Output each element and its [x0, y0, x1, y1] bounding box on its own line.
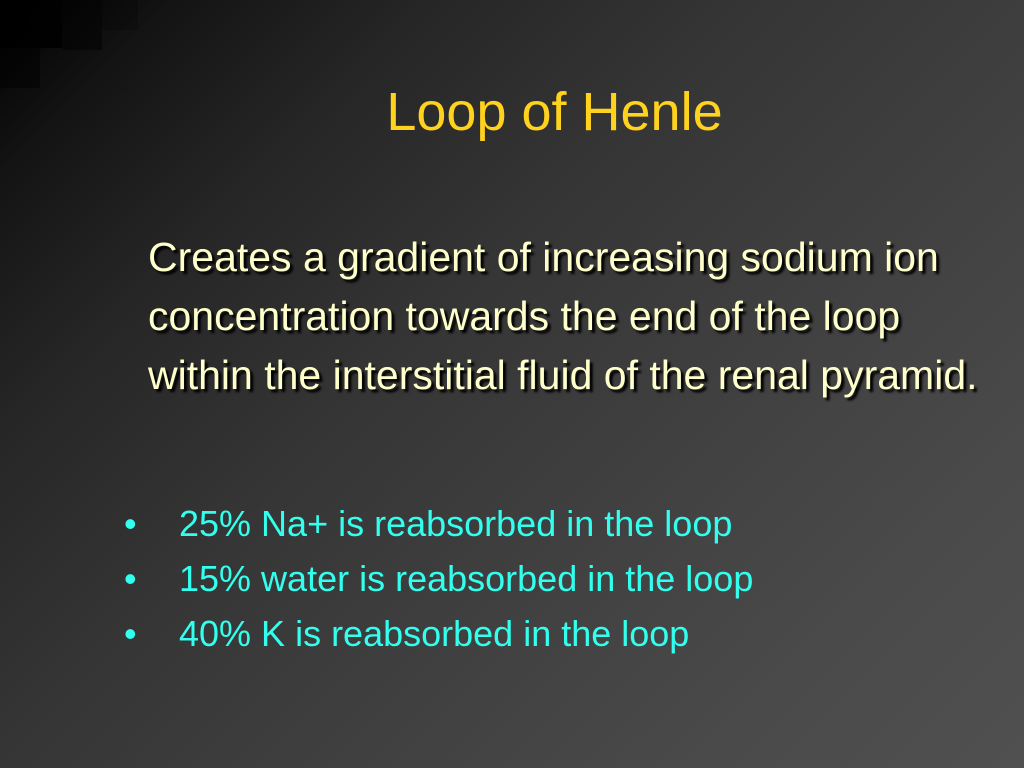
bullet-text: 40% K is reabsorbed in the loop [179, 613, 690, 654]
slide-title: Loop of Henle [386, 82, 723, 142]
bullet-dot-icon: • [124, 503, 137, 544]
bullet-dot-icon: • [124, 613, 137, 654]
bullet-item [124, 496, 753, 551]
bullet-text: 15% water is reabsorbed in the loop [179, 558, 754, 599]
bullet-item [124, 551, 753, 606]
bullet-item [124, 606, 753, 661]
bullet-list [124, 496, 753, 661]
bullet-dot-icon: • [124, 558, 137, 599]
description-text: Creates a gradient of increasing sodium ion concentration towards the end of the loop within the interstitial fluid of the renal pyramid. [148, 234, 978, 398]
bullet-text: 25% Na+ is reabsorbed in the loop [179, 503, 733, 544]
